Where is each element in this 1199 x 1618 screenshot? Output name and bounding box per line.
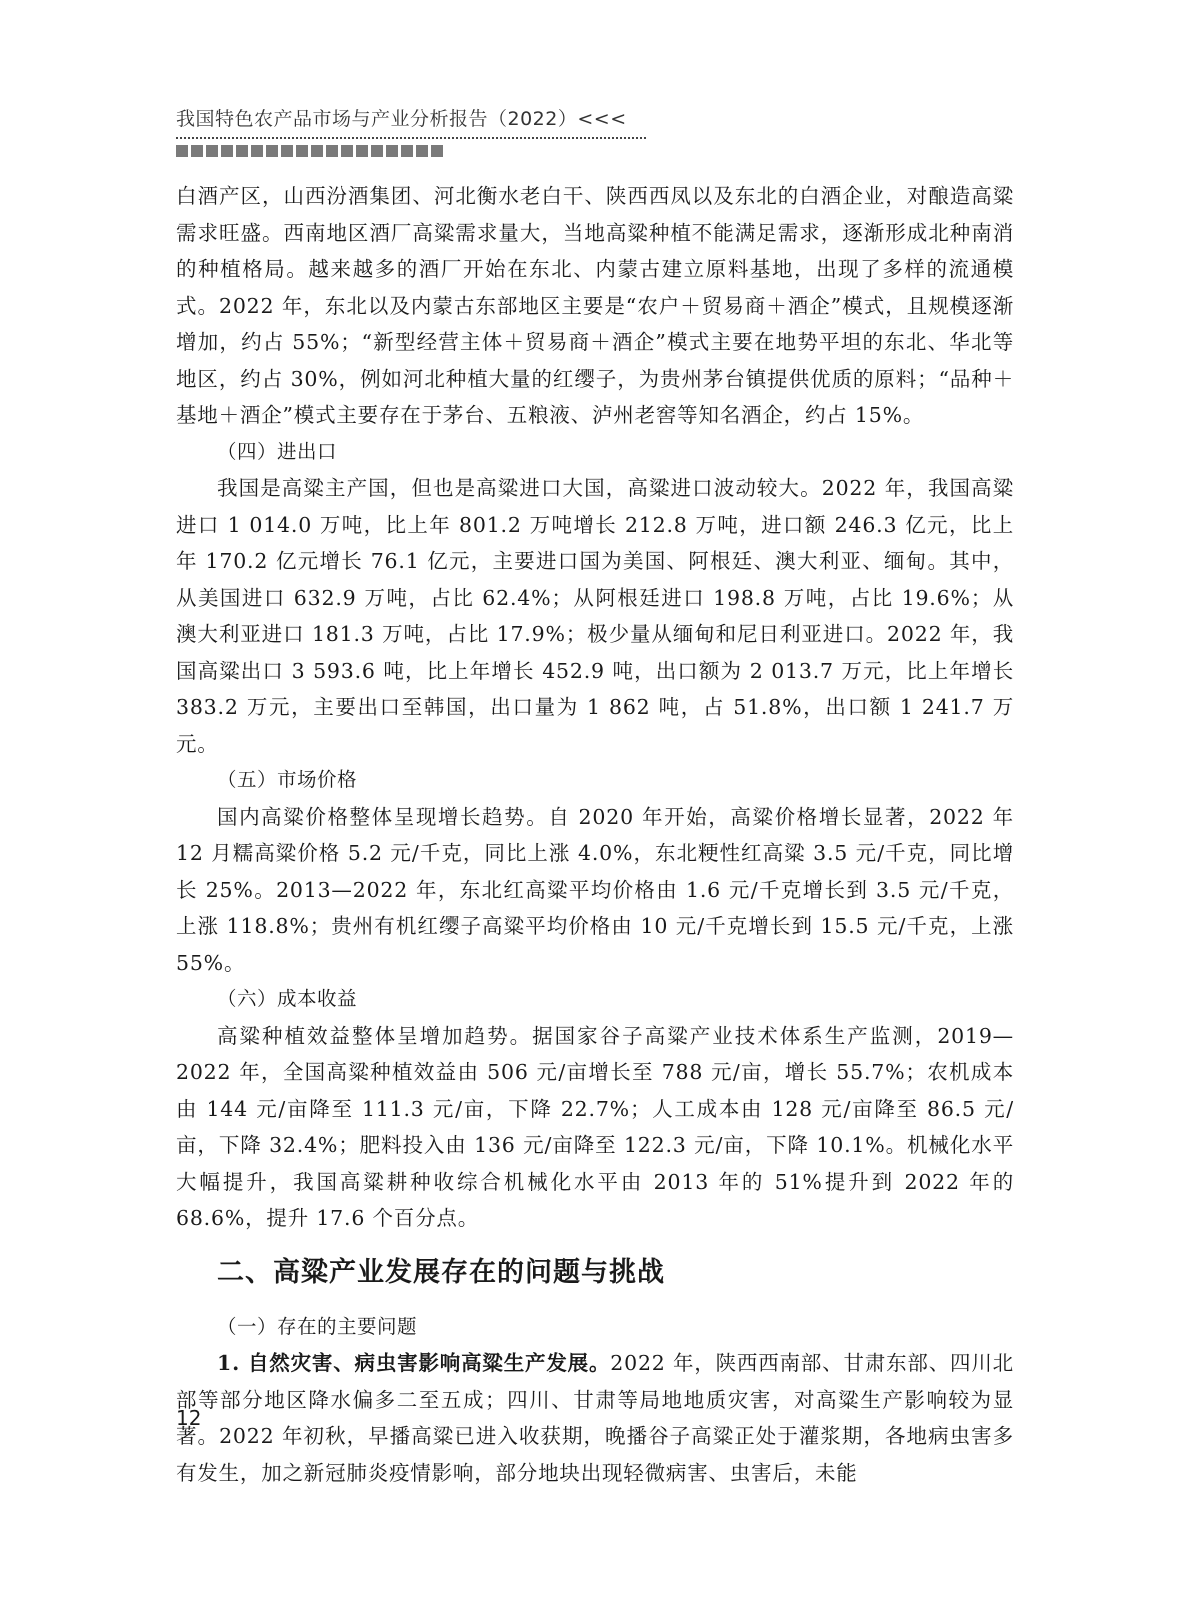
paragraph-import-export: 我国是高粱主产国，但也是高粱进口大国，高粱进口波动较大。2022 年，我国高粱进口 1 014.0 万吨，比上年 801.2 万吨增长 212.8 万吨，进口额 246.3 亿元，比上年 170.2 亿元增长 76.1 亿元，主要进口国为美国、阿根廷、澳大利亚、缅甸。其中，从美国进口 632.9 万吨，占比 62.4%；从阿根廷进口 198.8 万吨，占比 19.6%；从澳大利亚进口 181.3 万吨，占比 17.9%；极少量从缅甸和尼日利亚进口。2022 年，我国高粱出口 3 593.6 吨，比上年增长 452.9 吨，出口额为 2 013.7 万元，比上年增长 383.2 万元，主要出口至韩国，出口量为 1 862 吨，占 51.8%，出口额 1 241.7 万元。 — [176, 476, 1014, 756]
section-heading-problems-challenges: 二、高粱产业发展存在的问题与挑战 — [217, 1256, 665, 1288]
page-number: 12 — [176, 1406, 202, 1430]
running-header — [176, 104, 646, 157]
heading-main-problems: （一）存在的主要问题 — [217, 1314, 418, 1338]
paragraph-market-price: 国内高粱价格整体呈现增长趋势。自 2020 年开始，高粱价格增长显著，2022 年 12 月糯高粱价格 5.2 元/千克，同比上涨 4.0%，东北粳性红高粱 3.5 元/千克，同比增长 25%。2013—2022 年，东北红高粱平均价格由 1.6 元/千克增长到 3.5 元/千克，上涨 118.8%；贵州有机红缨子高粱平均价格由 10 元/千克增长到 15.5 元/千克，上涨 55%。 — [176, 804, 1014, 975]
paragraph-lead-bold: 1. 自然灾害、病虫害影响高粱生产发展。 — [217, 1351, 611, 1375]
heading-import-export: （四）进出口 — [217, 439, 338, 463]
header-title: 我国特色农产品市场与产业分析报告（2022）<<< — [176, 108, 627, 130]
header-dotted-rule — [176, 133, 646, 139]
paragraph-natural-disasters — [176, 1345, 1014, 1491]
header-block-bar — [176, 145, 446, 157]
heading-cost-benefit: （六）成本收益 — [217, 987, 358, 1010]
heading-market-price: （五）市场价格 — [217, 768, 358, 791]
paragraph-body: 2022 年，陕西西南部、甘肃东部、四川北部等部分地区降水偏多二至五成；四川、甘肃等局地地质灾害，对高粱生产影响较为显著。2022 年初秋，早播高粱已进入收获期，晚播谷子高粱正处于灌浆期，各地病虫害多有发生，加之新冠肺炎疫情影响，部分地块出现轻微病害、虫害后，未能 — [176, 1351, 1014, 1485]
paragraph-cost-benefit: 高粱种植效益整体呈增加趋势。据国家谷子高粱产业技术体系生产监测，2019—2022 年，全国高粱种植效益由 506 元/亩增长至 788 元/亩，增长 55.7%；农机成本由 144 元/亩降至 111.3 元/亩，下降 22.7%；人工成本由 128 元/亩降至 86.5 元/亩，下降 32.4%；肥料投入由 136 元/亩降至 122.3 元/亩，下降 10.1%。机械化水平大幅提升，我国高粱耕种收综合机械化水平由 2013 年的 51%提升到 2022 年的 68.6%，提升 17.6 个百分点。 — [176, 1023, 1014, 1230]
paragraph-liquor-market: 白酒产区，山西汾酒集团、河北衡水老白干、陕西西凤以及东北的白酒企业，对酿造高粱需求旺盛。西南地区酒厂高粱需求量大，当地高粱种植不能满足需求，逐渐形成北种南消的种植格局。越来越多的酒厂开始在东北、内蒙古建立原料基地，出现了多样的流通模式。2022 年，东北以及内蒙古东部地区主要是“农户＋贸易商＋酒企”模式，且规模逐渐增加，约占 55%；“新型经营主体＋贸易商＋酒企”模式主要在地势平坦的东北、华北等地区，约占 30%，例如河北种植大量的红缨子，为贵州茅台镇提供优质的原料；“品种＋基地＋酒企”模式主要存在于茅台、五粮液、泸州老窖等知名酒企，约占 15%。 — [176, 184, 1014, 427]
body-text — [176, 178, 1014, 1491]
